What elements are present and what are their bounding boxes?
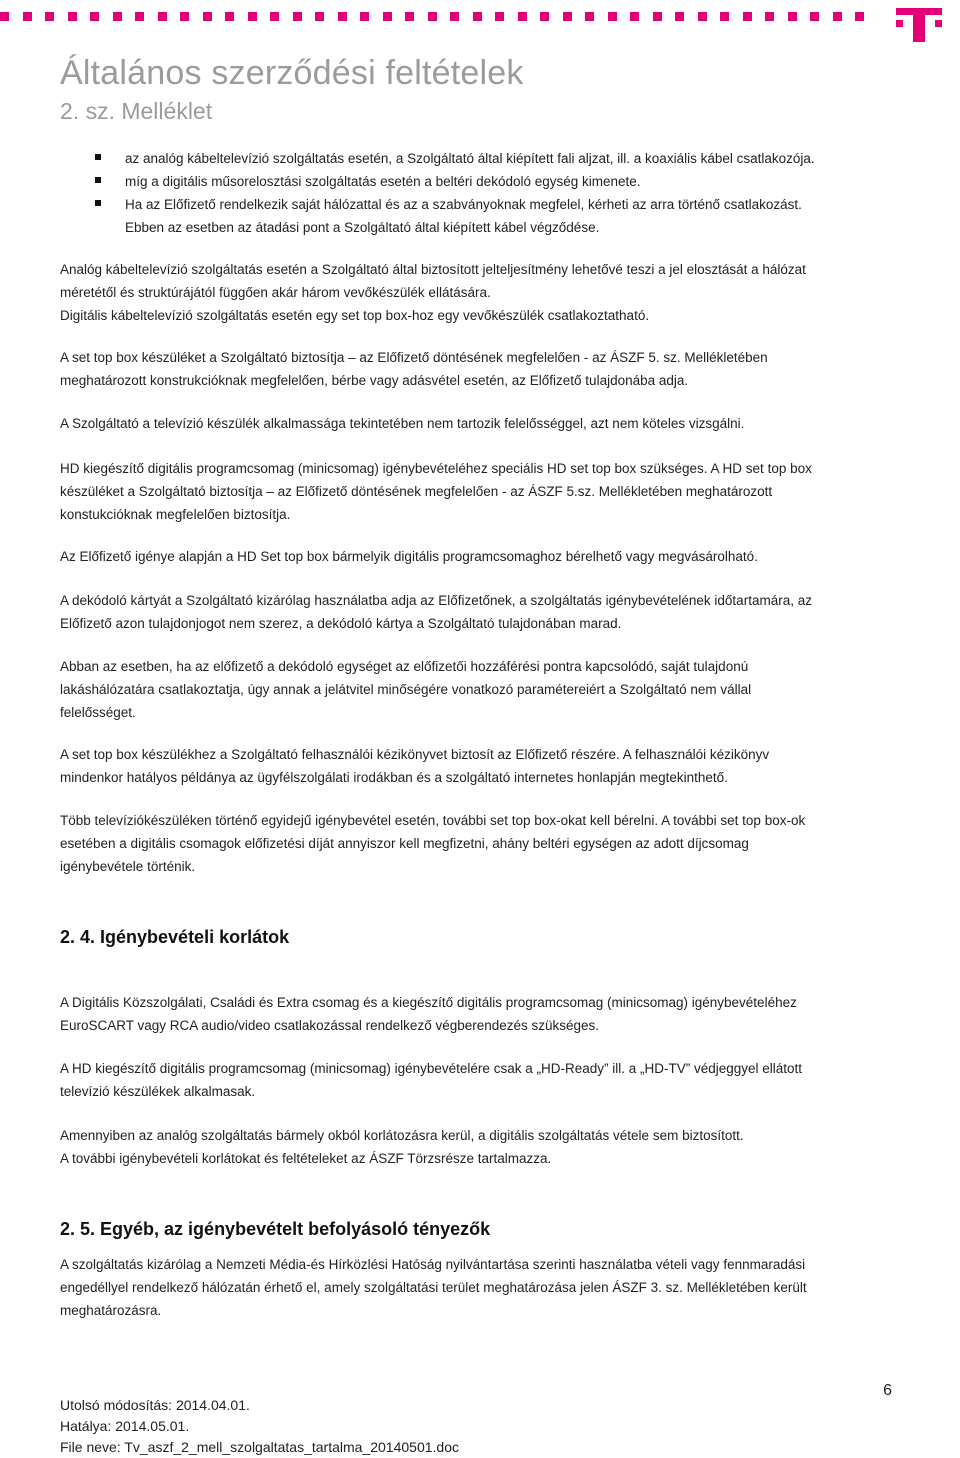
magenta-square-icon xyxy=(855,12,864,21)
magenta-square-row xyxy=(0,12,880,26)
magenta-square-icon xyxy=(608,12,617,21)
magenta-square-icon xyxy=(405,12,414,21)
magenta-square-icon xyxy=(788,12,797,21)
magenta-square-icon xyxy=(495,12,504,21)
magenta-square-icon xyxy=(315,12,324,21)
magenta-square-icon xyxy=(383,12,392,21)
document-subtitle: 2. sz. Melléklet xyxy=(60,98,213,124)
section-heading: 2. 5. Egyéb, az igénybevételt befolyásoló tényezők xyxy=(60,1219,491,1239)
magenta-square-icon xyxy=(518,12,527,21)
paragraph: HD kiegészítő digitális programcsomag (minicsomag) igénybevételéhez speciális HD set top box szükséges. A HD set top box készüléket a Szolgáltató biztosítja – az Előfizető döntésének megfelelően - az ÁSZF 5.sz. Mellékletében meghatározott konstukcióknak megfelelően biztosítja. xyxy=(60,461,812,522)
magenta-square-icon xyxy=(135,12,144,21)
magenta-square-icon xyxy=(720,12,729,21)
list-item: míg a digitális műsorelosztási szolgáltatás esetén a beltéri dekódoló egység kimenete. xyxy=(95,170,915,193)
magenta-square-icon xyxy=(90,12,99,21)
paragraph: Amennyiben az analóg szolgáltatás bármely okból korlátozásra kerül, a digitális szolgáltatás vétele sem biztosított. A további igénybevételi korlátokat és feltételeket az ÁSZF Törzsrésze tartalmazza. xyxy=(60,1128,744,1166)
magenta-square-icon xyxy=(203,12,212,21)
paragraph: A set top box készüléket a Szolgáltató biztosítja – az Előfizető döntésének megfelelően - az ÁSZF 5. sz. Mellékletében meghatározott konstrukcióknak megfelelően, bérbe vagy adásvétel esetén, az Előfizető tulajdonába adja. xyxy=(60,350,768,388)
paragraph: A set top box készülékhez a Szolgáltató felhasználói kézikönyvet biztosít az Előfizető részére. A felhasználói kézikönyv mindenkor hatályos példánya az ügyfélszolgálati irodákban és a szolgáltató internetes honlapján megtekinthető. xyxy=(60,747,770,785)
magenta-square-icon xyxy=(833,12,842,21)
paragraph: A dekódoló kártyát a Szolgáltató kizárólag használatba adja az Előfizetőnek, a szolgáltatás igénybevételének időtartamára, az Előfizető azon tulajdonjogot nem szerez, a dekódoló kártya a Szolgáltató tulajdonában marad. xyxy=(60,593,812,631)
paragraph: Az Előfizető igénye alapján a HD Set top box bármelyik digitális programcsomaghoz bérelhető vagy megvásárolható. xyxy=(60,549,758,564)
magenta-square-icon xyxy=(450,12,459,21)
list-item: Ha az Előfizető rendelkezik saját hálózattal és az a szabványoknak megfelel, kérheti az arra történő csatlakozást. xyxy=(95,193,915,216)
magenta-square-icon xyxy=(338,12,347,21)
magenta-square-icon xyxy=(113,12,122,21)
magenta-square-icon xyxy=(743,12,752,21)
magenta-square-icon xyxy=(698,12,707,21)
document-title: Általános szerződési feltételek xyxy=(60,54,524,92)
paragraph: A Szolgáltató a televízió készülék alkalmassága tekintetében nem tartozik felelősséggel, azt nem köteles vizsgálni. xyxy=(60,416,745,431)
magenta-square-icon xyxy=(428,12,437,21)
paragraph: Abban az esetben, ha az előfizető a dekódoló egységet az előfizetői hozzáférési pontra kapcsolódó, saját tulajdonú lakáshálózatára csatlakoztatja, úgy annak a jelátvitel minőségére vonatkozó paramétereiért a Szolgáltató nem vállal felelősséget. xyxy=(60,659,752,720)
magenta-square-icon xyxy=(158,12,167,21)
paragraph: Analóg kábeltelevízió szolgáltatás esetén a Szolgáltató által biztosított jelteljesítmény lehetővé teszi a jel elosztását a hálózat méretétől és struktúrájától függően akár három vevőkészülék ellátására. Digitális kábeltelevízió szolgáltatás esetén egy set top box-hoz egy vevőkészülék csatlakoztatható. xyxy=(60,262,806,323)
magenta-square-icon xyxy=(23,12,32,21)
paragraph: A HD kiegészítő digitális programcsomag (minicsomag) igénybevételére csak a „HD-Ready” ill. a „HD-TV” védjeggyel ellátott televízió készülékek alkalmasak. xyxy=(60,1061,803,1099)
magenta-square-icon xyxy=(180,12,189,21)
magenta-square-icon xyxy=(540,12,549,21)
magenta-square-icon xyxy=(270,12,279,21)
magenta-square-icon xyxy=(225,12,234,21)
list-item: az analóg kábeltelevízió szolgáltatás esetén, a Szolgáltató által kiépített fali aljzat, ill. a koaxiális kábel csatlakozója. xyxy=(95,147,915,170)
bullet-icon xyxy=(95,154,101,160)
magenta-square-icon xyxy=(630,12,639,21)
magenta-square-icon xyxy=(45,12,54,21)
bullet-list xyxy=(95,147,915,239)
telekom-t-logo-icon xyxy=(896,4,942,44)
file-name: File neve: Tv_aszf_2_mell_szolgaltatas_tartalma_20140501.doc xyxy=(60,1439,459,1455)
paragraph: A szolgáltatás kizárólag a Nemzeti Média-és Hírközlési Hatóság nyilvántartása szerinti használatba vételi vagy fennmaradási engedéllyel rendelkező hálózatán érhető el, amely szolgáltatási terület meghatározása jelen ÁSZF 3. sz. Mellékletében került meghatározásra. xyxy=(60,1257,807,1318)
bullet-icon xyxy=(95,177,101,183)
magenta-square-icon xyxy=(810,12,819,21)
page-number: 6 xyxy=(883,1382,892,1399)
magenta-square-icon xyxy=(360,12,369,21)
paragraph: A Digitális Közszolgálati, Családi és Extra csomag és a kiegészítő digitális programcsomag (minicsomag) igénybevételéhez EuroSCART vagy RCA audio/video csatlakozással rendelkező végberendezés szükséges. xyxy=(60,995,797,1033)
magenta-square-icon xyxy=(248,12,257,21)
magenta-square-icon xyxy=(473,12,482,21)
list-item-continuation: Ebben az esetben az átadási pont a Szolgáltató által kiépített kábel végződése. xyxy=(125,220,600,235)
footer xyxy=(60,1395,459,1458)
effective-date: Hatálya: 2014.05.01. xyxy=(60,1418,190,1434)
bullet-icon xyxy=(95,200,101,206)
magenta-square-icon xyxy=(653,12,662,21)
magenta-square-icon xyxy=(563,12,572,21)
modified-date: Utolsó módosítás: 2014.04.01. xyxy=(60,1397,250,1413)
magenta-square-icon xyxy=(68,12,77,21)
section-heading: 2. 4. Igénybevételi korlátok xyxy=(60,927,290,947)
paragraph: Több televíziókészüléken történő egyidejű igénybevétel esetén, további set top box-okat kell bérelni. A további set top box-ok esetében a digitális csomagok előfizetési díját annyiszor kell megfizetni, ahány beltéri egységen az adott díjcsomag igénybevétele történik. xyxy=(60,813,806,874)
magenta-square-icon xyxy=(675,12,684,21)
magenta-square-icon xyxy=(293,12,302,21)
magenta-square-icon xyxy=(585,12,594,21)
magenta-square-icon xyxy=(765,12,774,21)
magenta-square-icon xyxy=(0,12,9,21)
